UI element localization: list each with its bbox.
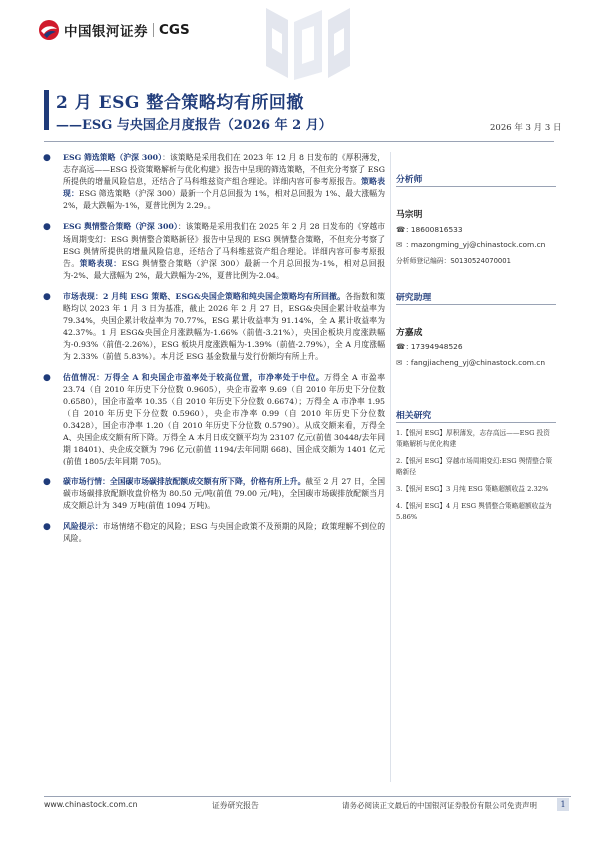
footer-website-link[interactable]: www.chinastock.com.cn bbox=[44, 800, 138, 809]
footer-disclaimer: 请务必阅读正文最后的中国银河证券股份有限公司免责声明 bbox=[342, 801, 537, 810]
analyst-email[interactable]: ✉ : mazongming_yj@chinastock.com.cn bbox=[396, 240, 546, 249]
bullet-icon: ● bbox=[43, 153, 51, 163]
item-subheading: 策略表现： bbox=[63, 177, 386, 199]
item-subheading: 策略表现： bbox=[79, 258, 122, 268]
item-text: ：该策略是采用我们在 2025 年 2 月 28 日发布的《穿越市场周期变幻：ESG 舆情整合策略新径》报告中呈现的 ESG 舆情整合策略，不但充分考察了 ESG 舆情所提供的增量风险信息，还结合了马科维兹资产组合理论。详细内容可参考原报告。 bbox=[63, 222, 385, 268]
summary-column bbox=[43, 152, 386, 553]
title-accent-bar bbox=[44, 90, 49, 130]
assistant-phone: ☎: 17394948526 bbox=[396, 342, 463, 351]
related-link[interactable]: 1.【银河 ESG】厚积薄发，志存高远——ESG 投资策略解析与优化构建 bbox=[396, 429, 550, 448]
report-date: 2026 年 3 月 3 日 bbox=[490, 123, 562, 133]
footer-divider bbox=[44, 796, 571, 797]
item-heading: 市场表现：2 月纯 ESG 策略、ESG&央国企策略和纯央国企策略均有所回撤。 bbox=[63, 291, 346, 301]
page-number: 1 bbox=[557, 798, 569, 811]
mail-icon: ✉ bbox=[396, 358, 403, 367]
column-divider bbox=[390, 152, 391, 782]
analyst-registration: 分析师登记编码：S0130524070001 bbox=[396, 257, 511, 265]
bullet-icon: ● bbox=[43, 477, 51, 488]
related-link[interactable]: 3.【银河 ESG】3 月纯 ESG 策略超额收益 2.32% bbox=[396, 485, 549, 493]
assistant-section-divider bbox=[396, 304, 556, 305]
analyst-name: 马宗明 bbox=[396, 210, 423, 220]
bullet-icon: ● bbox=[43, 521, 51, 532]
report-subtitle: ——ESG 与央国企月度报告（2026 年 2 月） bbox=[56, 118, 332, 133]
phone-icon: ☎ bbox=[396, 342, 406, 351]
logo-text-en: CGS bbox=[159, 22, 190, 38]
related-section-title: 相关研究 bbox=[396, 411, 432, 421]
summary-item-esg-screening bbox=[43, 152, 386, 212]
analyst-section-divider bbox=[396, 186, 556, 187]
related-section-divider bbox=[396, 422, 556, 423]
logo-text-cn: 中国银河证券 bbox=[64, 24, 148, 40]
analyst-phone: ☎: 18600816533 bbox=[396, 225, 463, 234]
item-heading: ESG 舆情整合策略（沪深 300） bbox=[63, 222, 178, 232]
analyst-section-title: 分析师 bbox=[396, 175, 423, 185]
related-link[interactable]: 4.【银河 ESG】4 月 ESG 舆情整合策略超额收益为 5.86% bbox=[396, 502, 552, 521]
item-text: 市场情绪不稳定的风险；ESG 与央国企政策不及预期的风险；政策理解不到位的风险。 bbox=[63, 521, 385, 543]
footer-report-type: 证券研究报告 bbox=[212, 801, 259, 810]
item-text: ESG 舆情整合策略（沪深 300）最新一个月总回报为-1%，相对总回报为-2%、最大涨幅为 2%，最大跌幅为-2%，夏普比例为-2.04。 bbox=[63, 258, 386, 280]
item-text: 各指数和策略均以 2023 年 1 月 3 日为基准，截止 2026 年 2 月 27 日，ESG&央国企累计收益率为 79.34%，央国企累计收益率为 70.77%，ESG 累计收益率为 91.14%，全 A 累计收益率为 42.37%。1 月 ESG&央国企月涨跌幅为-1.66%（前值-3.21%），央国企板块月度涨跌幅为-0.93%（前值-2.26%），ESG 板块月度涨跌幅为-1.39%（前值-2.79%），全 A 月度涨幅为 2.33%（前值 5.83%）。本月泛 ESG 基金数量与发行份额均有所上升。 bbox=[63, 291, 386, 362]
summary-item-carbon bbox=[43, 476, 386, 512]
watermark-logo-icon bbox=[258, 4, 358, 82]
phone-icon: ☎ bbox=[396, 225, 406, 234]
assistant-email[interactable]: ✉ : fangjiacheng_yj@chinastock.com.cn bbox=[396, 358, 546, 367]
summary-item-esg-sentiment bbox=[43, 221, 386, 281]
related-link[interactable]: 2.【银河 ESG】穿越市场周期变幻:ESG 舆情整合策略新径 bbox=[396, 457, 553, 476]
summary-item-risk bbox=[43, 521, 385, 545]
mail-icon: ✉ bbox=[396, 240, 403, 249]
bullet-icon: ● bbox=[43, 372, 51, 383]
brand-logo bbox=[38, 18, 190, 42]
item-text: 万得全 A 市盈率 23.74（自 2010 年历史下分位数 0.9605），央企市盈率 9.69（自 2010 年历史下分位数 0.6580），国企市盈率 10.35（自 2010 年历史下分位数 0.6674）；万得全 A 市净率 1.95（自 2010 年历史下分位数 0.5960），央企市净率 0.99（自 2010 年历史下分位数 0.3428），国企市净率 1.20（自 2010 年历史下分位数 0.5790）。从成交额来看，万得全 A、央国企成交额有所下降。万得全 A 本月日成交额平均为 23107 亿元(前值 30448/去年同期 18401)、央企成交额为 796 亿元(前值 1194/去年同期 668)、国企成交额为 1401 亿元(前值 1805/去年同期 705)。 bbox=[63, 372, 385, 467]
item-text: 截至 2 月 27 日，全国碳市场碳排放配额收盘价格为 80.50 元/吨(前值 79.00 元/吨)，全国碳市场碳排放配额当月成交额总计为 349 万吨(前值 1094 万吨)。 bbox=[63, 477, 386, 511]
item-heading: 估值情况：万得全 A 和央国企市盈率处于较高位置，市净率处于中位。 bbox=[63, 372, 325, 382]
item-heading: 风险提示： bbox=[63, 521, 103, 531]
bullet-icon: ● bbox=[43, 222, 51, 233]
item-heading: ESG 筛选策略（沪深 300） bbox=[63, 153, 163, 162]
summary-item-market bbox=[43, 291, 386, 364]
item-text: ：该策略是采用我们在 2023 年 12 月 8 日发布的《厚积薄发，志存高远——ESG 投资策略解析与优化构建》报告中呈现的筛选策略，不但充分考察了 ESG 所提供的增量风险信息，还结合了马科维兹资产组合理论。详细内容可参考原报告。 bbox=[63, 153, 385, 187]
assistant-section-title: 研究助理 bbox=[396, 293, 432, 303]
logo-divider bbox=[153, 23, 154, 37]
assistant-name: 方嘉成 bbox=[396, 328, 423, 338]
report-title: 2 月 ESG 整合策略均有所回撤 bbox=[56, 93, 304, 113]
bullet-icon: ● bbox=[43, 291, 51, 302]
related-research-list bbox=[396, 428, 556, 529]
logo-mark-icon bbox=[38, 19, 60, 41]
header-divider bbox=[44, 141, 554, 142]
item-heading: 碳市场行情：全国碳市场碳排放配额成交额有所下降，价格有所上升。 bbox=[63, 477, 306, 487]
item-text: ESG 筛选策略（沪深 300）最新一个月总回报为 1%，相对总回报为 1%、最大涨幅为 2%，最大跌幅为-1%，夏普比例为 2.29。。 bbox=[63, 189, 386, 211]
summary-item-valuation bbox=[43, 372, 385, 469]
